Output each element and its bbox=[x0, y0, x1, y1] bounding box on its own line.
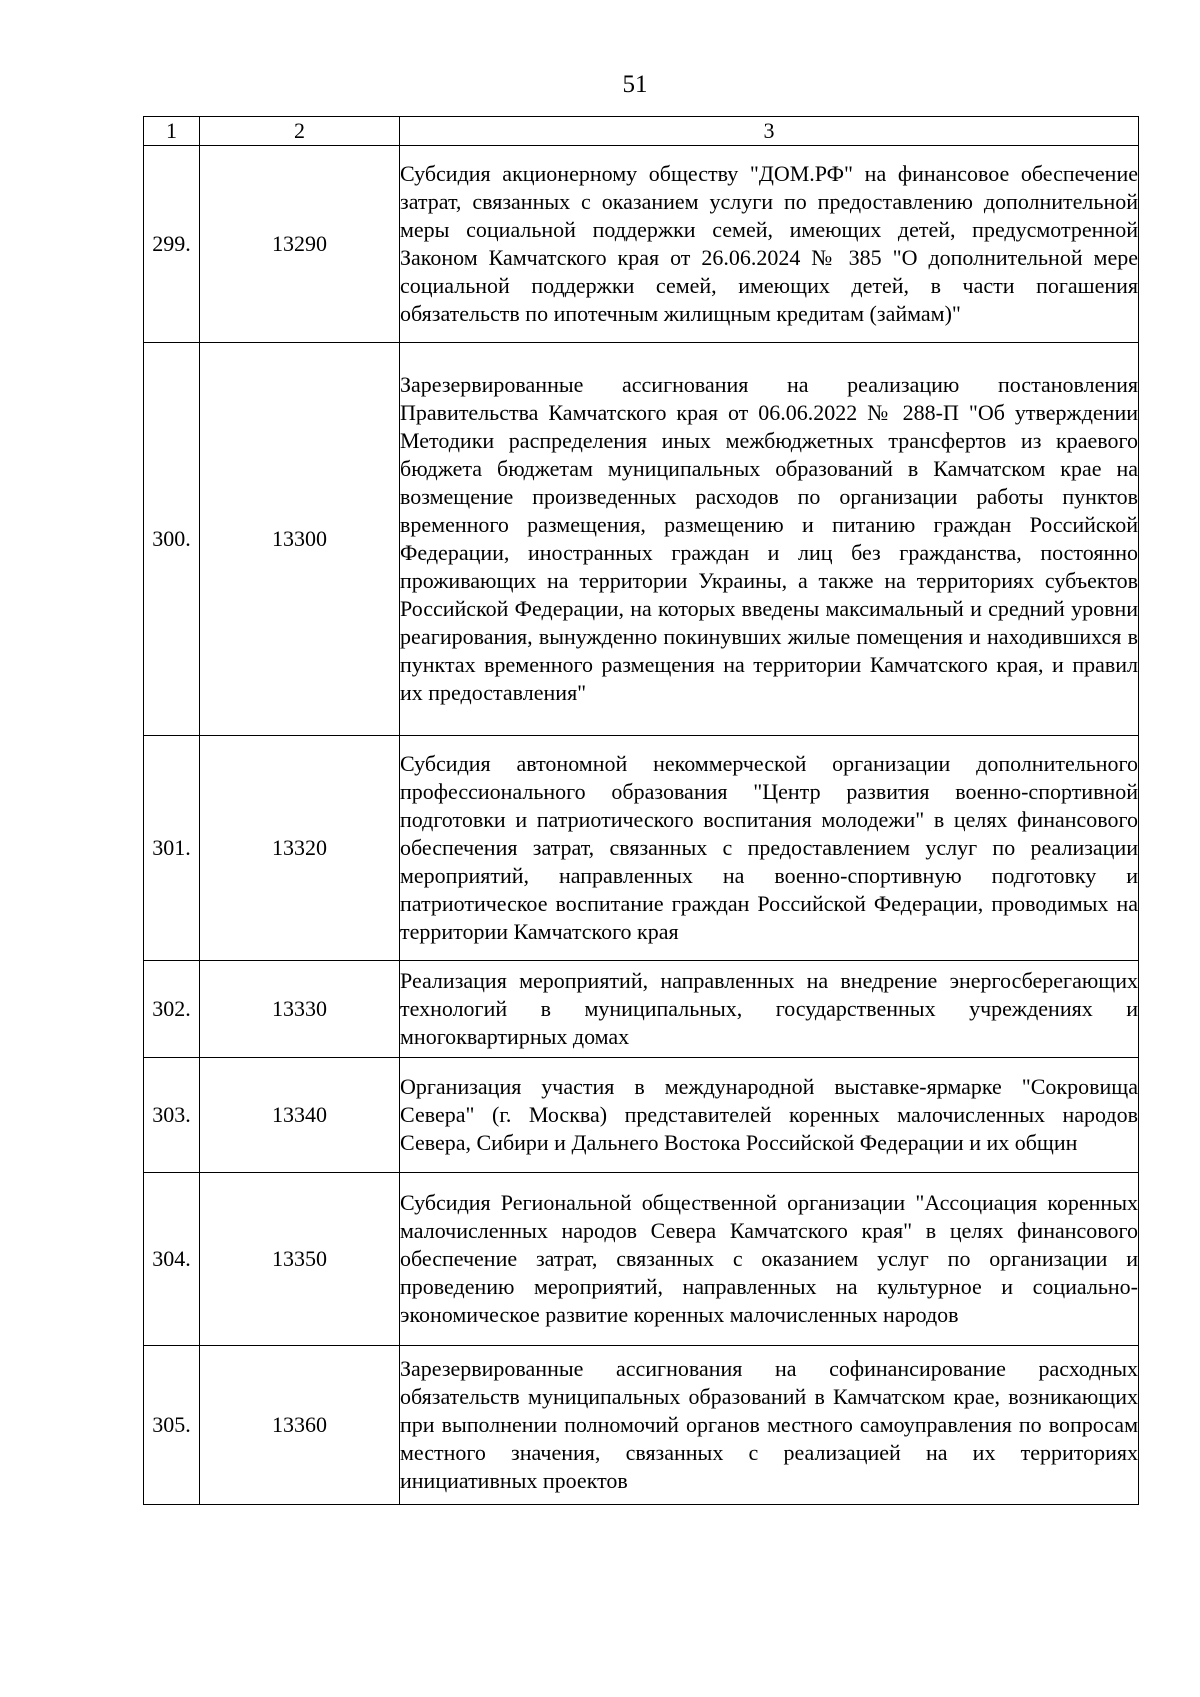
table-row bbox=[144, 736, 1139, 961]
row-number: 305. bbox=[144, 1346, 200, 1505]
row-code: 13330 bbox=[200, 961, 400, 1058]
table-row bbox=[144, 1173, 1139, 1346]
row-code: 13360 bbox=[200, 1346, 400, 1505]
row-number: 301. bbox=[144, 736, 200, 961]
row-description: Реализация мероприятий, направленных на внедрение энергосберегающих технологий в муниципальных, государственных учреждениях и многоквартирных домах bbox=[400, 961, 1139, 1058]
row-description: Зарезервированные ассигнования на реализацию постановления Правительства Камчатского края от 06.06.2022 № 288-П "Об утверждении Методики распределения иных межбюджетных трансфертов из краевого бюджета бюджетам муниципальных образований в Камчатском крае на возмещение произведенных расходов по организации работы пунктов временного размещения, размещению и питанию граждан Российской Федерации, иностранных граждан и лиц без гражданства, постоянно проживающих на территории Украины, а также на территориях субъектов Российской Федерации, на которых введены максимальный и средний уровни реагирования, вынужденно покинувших жилые помещения и находившихся в пунктах временного размещения на территории Камчатского края, и правил их предоставления" bbox=[400, 343, 1139, 736]
header-col-1: 1 bbox=[144, 117, 200, 146]
table-row bbox=[144, 1346, 1139, 1505]
table-row bbox=[144, 961, 1139, 1058]
row-number: 303. bbox=[144, 1058, 200, 1173]
row-code: 13350 bbox=[200, 1173, 400, 1346]
table-row bbox=[144, 1058, 1139, 1173]
row-code: 13290 bbox=[200, 146, 400, 343]
header-col-2: 2 bbox=[200, 117, 400, 146]
row-code: 13340 bbox=[200, 1058, 400, 1173]
row-number: 302. bbox=[144, 961, 200, 1058]
row-number: 300. bbox=[144, 343, 200, 736]
row-description: Организация участия в международной выставке-ярмарке "Сокровища Севера" (г. Москва) представителей коренных малочисленных народов Севера, Сибири и Дальнего Востока Российской Федерации и их общин bbox=[400, 1058, 1139, 1173]
row-description: Субсидия акционерному обществу "ДОМ.РФ" на финансовое обеспечение затрат, связанных с оказанием услуги по предоставлению дополнительной меры социальной поддержки семей, имеющих детей, предусмотренной Законом Камчатского края от 26.06.2024 № 385 "О дополнительной мере социальной поддержки семей, имеющих детей, в части погашения обязательств по ипотечным жилищным кредитам (займам)" bbox=[400, 146, 1139, 343]
row-description: Субсидия Региональной общественной организации "Ассоциация коренных малочисленных народов Севера Камчатского края" в целях финансового обеспечение затрат, связанных с оказанием услуг по организации и проведению мероприятий, направленных на культурное и социально-экономическое развитие коренных малочисленных народов bbox=[400, 1173, 1139, 1346]
table-row bbox=[144, 146, 1139, 343]
page-number: 51 bbox=[622, 71, 648, 98]
table-row bbox=[144, 343, 1139, 736]
row-number: 299. bbox=[144, 146, 200, 343]
row-number: 304. bbox=[144, 1173, 200, 1346]
row-code: 13300 bbox=[200, 343, 400, 736]
row-description: Зарезервированные ассигнования на софинансирование расходных обязательств муниципальных образований в Камчатском крае, возникающих при выполнении полномочий органов местного самоуправления по вопросам местного значения, связанных с реализацией на их территориях инициативных проектов bbox=[400, 1346, 1139, 1505]
row-description: Субсидия автономной некоммерческой организации дополнительного профессионального образования "Центр развития военно-спортивной подготовки и патриотического воспитания молодежи" в целях финансового обеспечения затрат, связанных с предоставлением услуг по реализации мероприятий, направленных на военно-спортивную подготовку и патриотическое воспитание граждан Российской Федерации, проводимых на территории Камчатского края bbox=[400, 736, 1139, 961]
expenditure-table bbox=[143, 116, 1139, 1505]
table-header-row bbox=[144, 117, 1139, 146]
header-col-3: 3 bbox=[400, 117, 1139, 146]
row-code: 13320 bbox=[200, 736, 400, 961]
